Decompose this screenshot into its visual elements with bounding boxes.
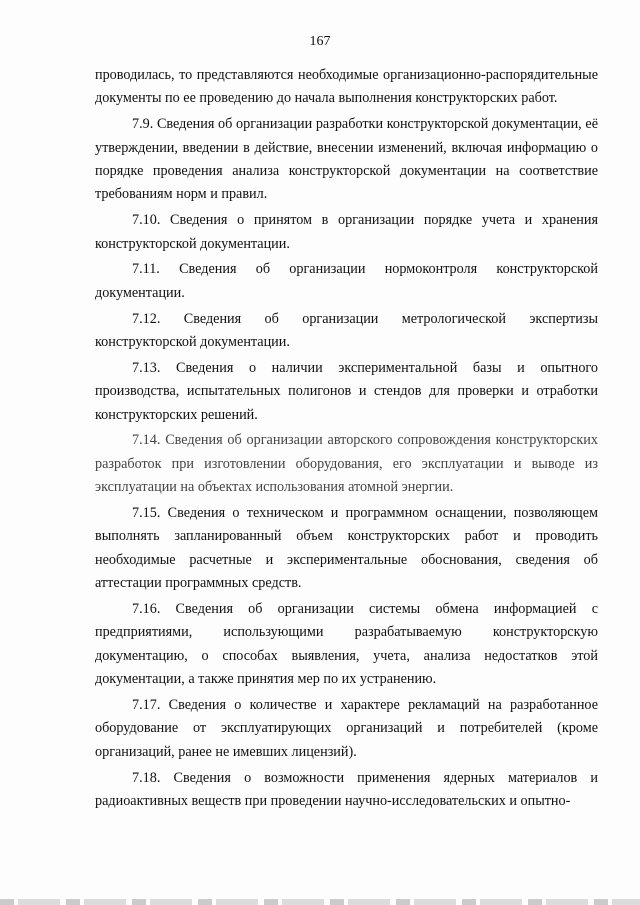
paragraph-7-16: 7.16. Сведения об организации системы обмена информацией с предприятиями, использующими разрабатываемую конструкторскую документацию, о способах выявления, учета, анализа недостатков этой документации, а также принятия мер по их устранению. bbox=[95, 601, 598, 688]
paragraph-7-9: 7.9. Сведения об организации разработки конструкторской документации, её утверждении, введении в действие, внесении изменений, включая информацию о порядке проведения анализа конструкторской документации на соответствие требованиям норм и правил. bbox=[95, 116, 598, 203]
document-body bbox=[95, 64, 598, 816]
scan-edge-artifact bbox=[0, 899, 640, 905]
paragraph-continuation: проводилась, то представляются необходимые организационно-распорядительные документы по ее проведению до начала выполнения конструкторских работ. bbox=[95, 67, 598, 107]
paragraph-7-11: 7.11. Сведения об организации нормоконтроля конструкторской документации. bbox=[95, 261, 598, 301]
page-number: 167 bbox=[309, 34, 331, 49]
paragraph-7-12: 7.12. Сведения об организации метрологической экспертизы конструкторской документации. bbox=[95, 310, 598, 351]
paragraph-7-10: 7.10. Сведения о принятом в организации порядке учета и хранения конструкторской документации. bbox=[95, 212, 598, 252]
paragraph-7-13: 7.13. Сведения о наличии экспериментальной базы и опытного производства, испытательных полигонов и стендов для проверки и отработки конструкторских решений. bbox=[95, 359, 598, 423]
paragraph-7-17: 7.17. Сведения о количестве и характере рекламаций на разработанное оборудование от эксплуатирующих организаций и потребителей (кроме организаций, ранее не имевших лицензий). bbox=[95, 697, 598, 760]
paragraph-7-14: 7.14. Сведения об организации авторского сопровождения конструкторских разработок при изготовлении оборудования, его эксплуатации и выводе из эксплуатации на объектах использования атомной энергии. bbox=[95, 432, 598, 496]
paragraph-7-18: 7.18. Сведения о возможности применения ядерных материалов и радиоактивных веществ при проведении научно-исследовательских и опытно- bbox=[95, 769, 598, 810]
paragraph-7-15: 7.15. Сведения о техническом и программном оснащении, позволяющем выполнять запланированный объем конструкторских работ и проводить необходимые расчетные и экспериментальные обоснования, сведения об аттестации программных средств. bbox=[95, 505, 598, 592]
